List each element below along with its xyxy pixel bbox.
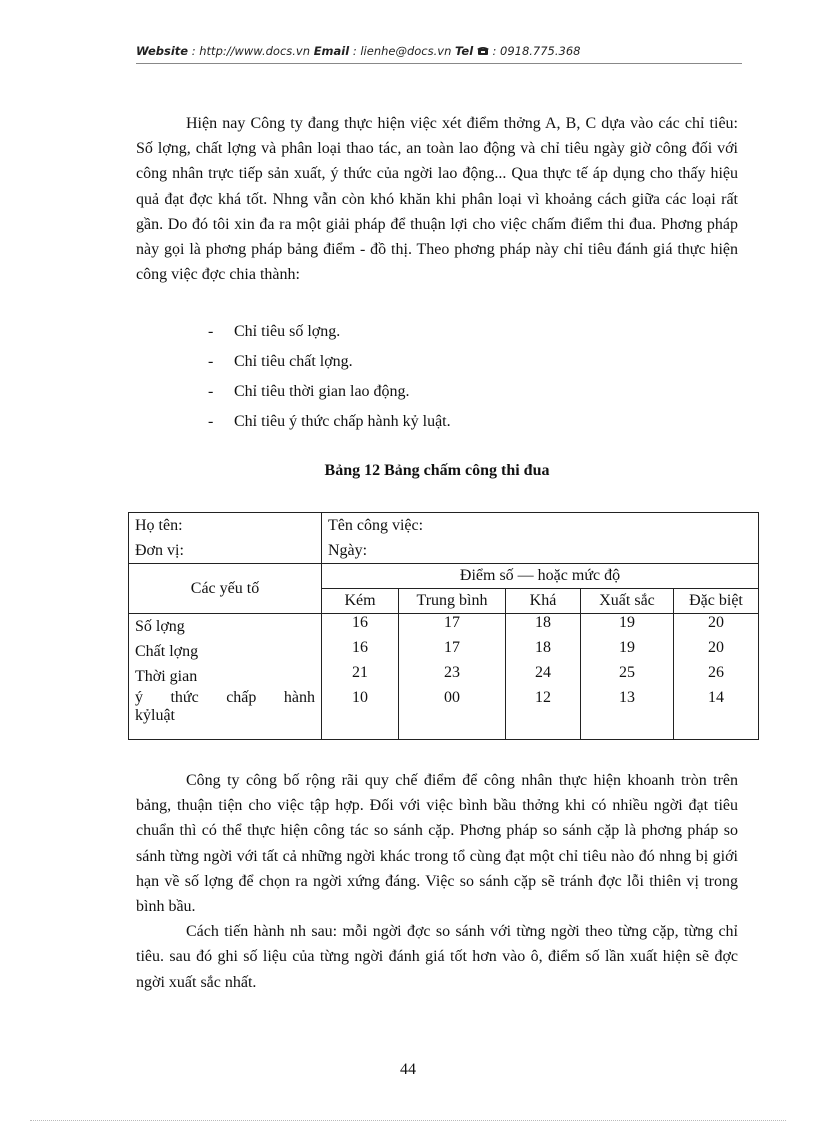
- list-item: [208, 407, 451, 437]
- factors-header: Các yếu tố: [129, 564, 322, 614]
- factor-label: Thời gian: [129, 664, 322, 689]
- criteria-list: [208, 317, 451, 437]
- score-value: 12: [506, 689, 581, 740]
- score-value: 18: [506, 614, 581, 640]
- score-value: 26: [674, 664, 759, 689]
- unit-cell: Đơn vị:: [129, 539, 322, 564]
- score-value: 10: [322, 689, 399, 740]
- table-row: [129, 639, 759, 664]
- score-value: 21: [322, 664, 399, 689]
- score-value: 25: [581, 664, 674, 689]
- job-cell: Tên công việc:: [322, 513, 759, 540]
- score-value: 24: [506, 664, 581, 689]
- website-value: : http://www.docs.vn: [191, 44, 311, 58]
- score-header: Điểm số — hoặc mức độ: [322, 564, 759, 589]
- score-value: 16: [322, 639, 399, 664]
- level-header: Xuất sắc: [581, 589, 674, 614]
- level-header: Đặc biệt: [674, 589, 759, 614]
- intro-paragraph: Hiện nay Công ty đang thực hiện việc xét điểm thởng A, B, C dựa vào các chỉ tiêu: Số lợng, chất lợng và phân loại thao tác, an toàn lao động và chỉ tiêu ngày giờ công đối với công nhân trực tiếp sản xuất, ý thức của ngời lao động... Qua thực tế áp dụng cho thấy hiệu quả đạt đợc khá tốt. Nhng vẫn còn khó khăn khi phân loại vì khoảng cách giữa các loại rất gần. Do đó tôi xin đa ra một giải pháp để thuận lợi cho việc chấm điểm thi đua. Phơng pháp này gọi là phơng pháp bảng điểm - đồ thị. Theo phơng pháp này chỉ tiêu đánh giá thực hiện công việc đợc chia thành:: [136, 115, 738, 284]
- tel-label: Tel: [455, 44, 474, 58]
- table-row: [129, 539, 759, 564]
- score-value: 20: [674, 639, 759, 664]
- table-row: [129, 513, 759, 540]
- intro-section: [136, 111, 738, 287]
- score-value: 16: [322, 614, 399, 640]
- score-value: 23: [399, 664, 506, 689]
- list-item: [208, 377, 451, 407]
- score-value: 18: [506, 639, 581, 664]
- closing-section: [136, 768, 738, 995]
- page-number: 44: [400, 1061, 416, 1078]
- table-row: [129, 614, 759, 640]
- score-value: 17: [399, 639, 506, 664]
- email-label: Email: [313, 44, 350, 58]
- table-row: [129, 664, 759, 689]
- closing-paragraph: Công ty công bố rộng rãi quy chế điểm để công nhân thực hiện khoanh tròn trên bảng, thuận tiện cho việc tập hợp. Đối với việc bình bầu thởng khi có nhiều ngời đạt tiêu chuẩn thì có thể thực hiện công tác so sánh cặp. Phơng pháp so sánh cặp là phơng pháp so sánh từng ngời với tất cả những ngời khác trong tổ cùng đạt một chỉ tiêu nào đó nhng bị giới hạn về số lợng để chọn ra ngời xứng đáng. Việc so sánh cặp sẽ tránh đợc lỗi thiên vị trong bình bầu.: [136, 772, 738, 916]
- criteria-text: Chỉ tiêu số lợng.: [234, 323, 341, 340]
- factor-label: [129, 689, 322, 740]
- date-cell: Ngày:: [322, 539, 759, 564]
- bullet-dash: -: [208, 323, 214, 340]
- list-item: [208, 347, 451, 377]
- level-header: Kém: [322, 589, 399, 614]
- score-value: 14: [674, 689, 759, 740]
- level-header: Khá: [506, 589, 581, 614]
- footer-divider: [30, 1120, 786, 1121]
- factor-label: Chất lợng: [129, 639, 322, 664]
- tel-value: : 0918.775.368: [492, 44, 581, 58]
- bullet-dash: -: [208, 353, 214, 370]
- factor-label-line2: kỷluật: [135, 707, 175, 724]
- score-value: 00: [399, 689, 506, 740]
- score-value: 20: [674, 614, 759, 640]
- email-value: : lienhe@docs.vn: [352, 44, 452, 58]
- score-value: 13: [581, 689, 674, 740]
- phone-icon: [477, 44, 493, 58]
- score-value: 17: [399, 614, 506, 640]
- score-value: 19: [581, 639, 674, 664]
- score-value: 19: [581, 614, 674, 640]
- criteria-text: Chỉ tiêu thời gian lao động.: [234, 383, 410, 400]
- bullet-dash: -: [208, 413, 214, 430]
- table-title: Bảng 12 Bảng chấm công thi đua: [324, 462, 550, 479]
- level-header: Trung bình: [399, 589, 506, 614]
- header-divider: [136, 63, 742, 64]
- table-row: [129, 689, 759, 740]
- score-table: [128, 512, 759, 740]
- closing-paragraph: Cách tiến hành nh sau: mỗi ngời đợc so sánh với từng ngời theo từng cặp, từng chỉ tiêu. sau đó ghi số liệu của từng ngời đánh giá tốt hơn vào ô, điểm số lần xuất hiện sẽ đợc ngời xuất sắc nhất.: [136, 923, 738, 991]
- criteria-text: Chỉ tiêu ý thức chấp hành kỷ luật.: [234, 413, 451, 430]
- table-row: [129, 564, 759, 589]
- bullet-dash: -: [208, 383, 214, 400]
- criteria-text: Chỉ tiêu chất lợng.: [234, 353, 353, 370]
- name-cell: Họ tên:: [129, 513, 322, 540]
- page-header: [136, 44, 742, 58]
- website-label: Website: [136, 44, 189, 58]
- list-item: [208, 317, 451, 347]
- factor-label: Số lợng: [129, 614, 322, 640]
- factor-label-line1: ý thức chấp hành: [135, 689, 315, 706]
